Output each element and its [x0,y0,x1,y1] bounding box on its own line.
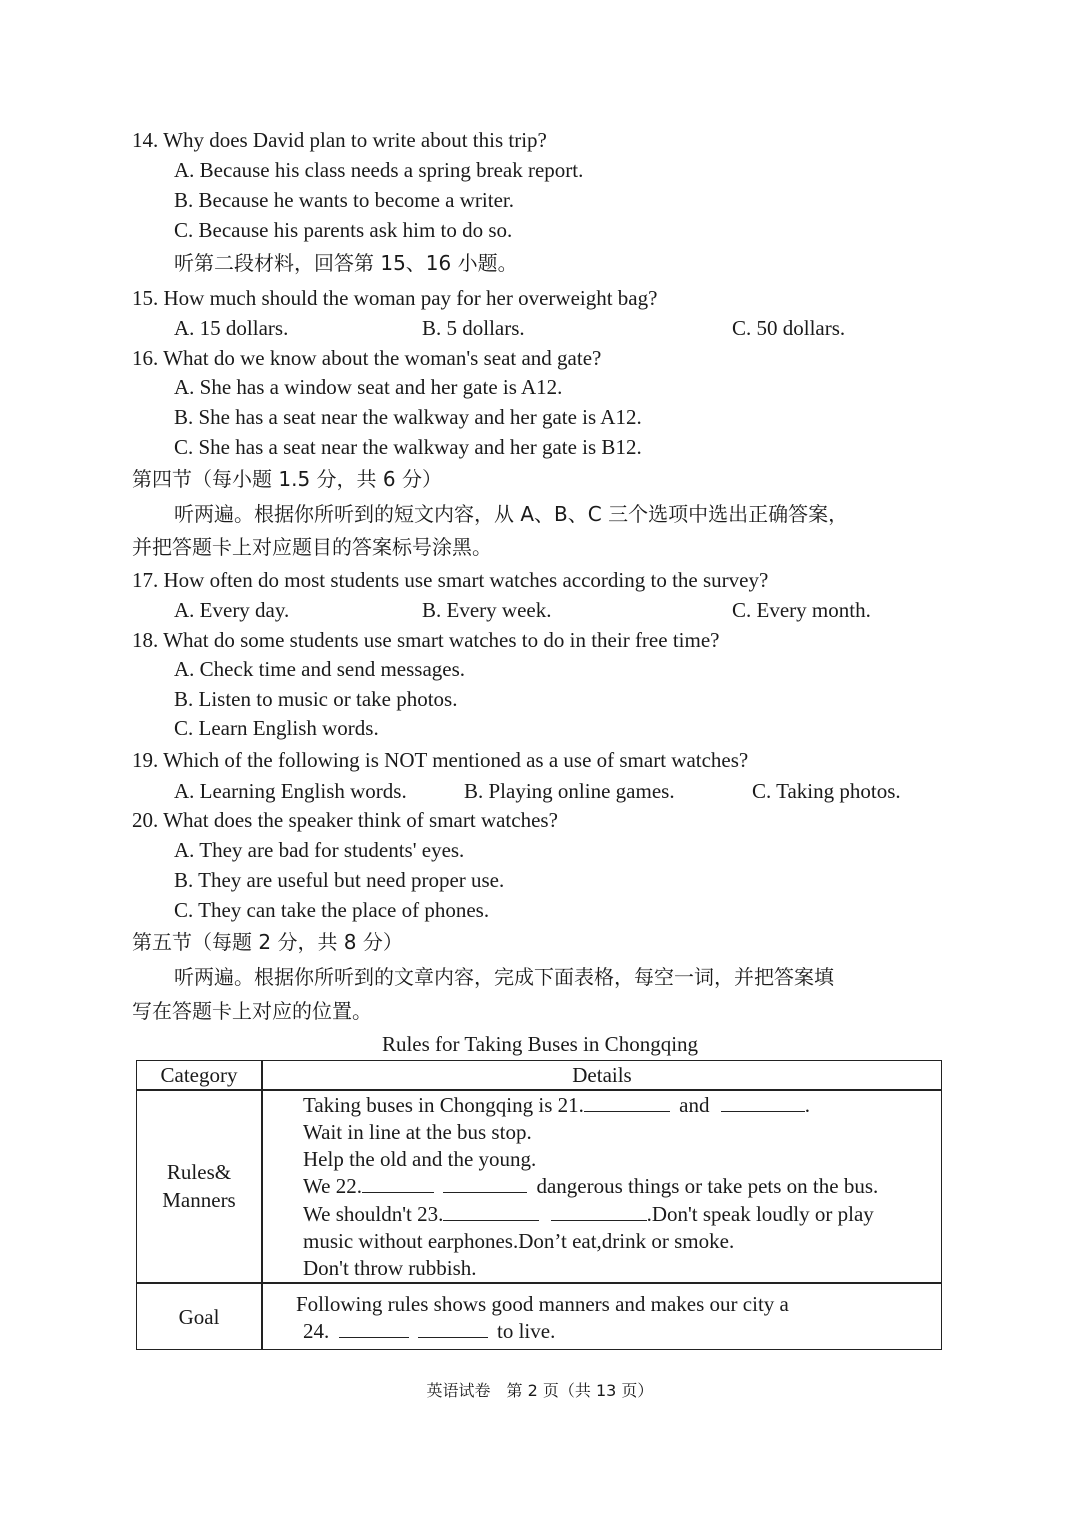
q20-stem: 20. What does the speaker think of smart watches? [132,808,558,832]
q18-option-b: B. Listen to music or take photos. [174,687,458,711]
q20-option-c: C. They can take the place of phones. [174,898,490,922]
q15-option-b: B. 5 dollars. [422,316,525,340]
q19-option-b: B. Playing online games. [464,779,675,803]
row1-detail-line5 [303,1201,874,1228]
q14-option-c: C. Because his parents ask him to do so. [174,218,513,242]
q17-stem: 17. How often do most students use smart watches according to the survey? [132,568,769,592]
section4-title: 第四节（每小题 1.5 分，共 6 分） [132,467,442,491]
blank-21b[interactable] [721,1093,805,1112]
row1-detail-line7: Don't throw rubbish. [303,1256,477,1280]
blank-24a[interactable] [339,1319,409,1338]
blank-22b[interactable] [443,1174,527,1193]
table-column-divider [261,1061,263,1349]
row1-line1-end: . [804,1093,810,1117]
q17-option-c: C. Every month. [732,598,871,622]
page-footer: 英语试卷 第 2 页（共 13 页） [426,1381,654,1400]
row1-detail-line3: Help the old and the young. [303,1147,537,1171]
row2-category: Goal [178,1305,220,1329]
row2-detail-line2 [303,1318,555,1345]
q17-options [174,597,934,623]
blank-23b[interactable] [551,1202,647,1221]
q19-option-a: A. Learning English words. [174,779,407,803]
section4-instruction-line1: 听两遍。根据你所听到的短文内容，从 A、B、C 三个选项中选出正确答案， [174,502,849,526]
section4-instruction-line2: 并把答题卡上对应题目的答案标号涂黑。 [132,535,492,559]
q20-option-b: B. They are useful but need proper use. [174,868,505,892]
rules-table [136,1060,942,1350]
q14-option-a: A. Because his class needs a spring break report. [174,158,584,182]
header-category: Category [160,1063,238,1087]
q16-option-a: A. She has a window seat and her gate is A12. [174,375,563,399]
q14-option-b: B. Because he wants to become a writer. [174,188,514,212]
row1-line1-text: Taking buses in Chongqing is 21. [303,1093,584,1117]
q18-option-a: A. Check time and send messages. [174,657,466,681]
q16-option-c: C. She has a seat near the walkway and her gate is B12. [174,435,642,459]
row1-detail-line2: Wait in line at the bus stop. [303,1120,532,1144]
row1-line5-rest: .Don't speak loudly or play [646,1202,874,1226]
q15-stem: 15. How much should the woman pay for her overweight bag? [132,286,658,310]
row1-line4-text: We 22. [303,1174,362,1198]
blank-23a[interactable] [443,1202,539,1221]
q15-options [174,315,934,341]
row1-line5-text: We shouldn't 23. [303,1202,444,1226]
row2-detail-line1: Following rules shows good manners and makes our city a [296,1292,789,1316]
q19-options [174,778,934,804]
table-title: Rules for Taking Buses in Chongqing [381,1032,699,1056]
row1-detail-line4 [303,1173,878,1200]
row2-line2-text: 24. [303,1319,330,1343]
table-header-divider [137,1089,941,1091]
q16-option-b: B. She has a seat near the walkway and her gate is A12. [174,405,642,429]
q20-option-a: A. They are bad for students' eyes. [174,838,465,862]
q19-stem: 19. Which of the following is NOT mentioned as a use of smart watches? [132,748,749,772]
row1-detail-line6: music without earphones.Don’t eat,drink or smoke. [303,1229,735,1253]
blank-22a[interactable] [362,1174,434,1193]
row2-line2-rest: to live. [497,1319,556,1343]
q18-option-c: C. Learn English words. [174,716,379,740]
row1-category-line1: Rules& [166,1160,232,1184]
q18-stem: 18. What do some students use smart watches to do in their free time? [132,628,720,652]
row1-line4-rest: dangerous things or take pets on the bus. [536,1174,879,1198]
section5-instruction-line2: 写在答题卡上对应的位置。 [132,999,372,1023]
q14-stem: 14. Why does David plan to write about this trip? [132,128,547,152]
blank-24b[interactable] [418,1319,488,1338]
row1-detail-line1 [303,1092,810,1119]
row1-line1-and: and [679,1093,710,1117]
header-details: Details [572,1063,632,1087]
q17-option-b: B. Every week. [422,598,552,622]
row1-category-line2: Manners [162,1188,236,1212]
section5-instruction-line1: 听两遍。根据你所听到的文章内容，完成下面表格，每空一词，并把答案填 [174,965,834,989]
table-row-divider [137,1282,941,1284]
blank-21a[interactable] [584,1093,670,1112]
q19-option-c: C. Taking photos. [752,779,901,803]
instruction-passage-2: 听第二段材料，回答第 15、16 小题。 [174,251,518,275]
q17-option-a: A. Every day. [174,598,290,622]
q15-option-a: A. 15 dollars. [174,316,289,340]
q16-stem: 16. What do we know about the woman's seat and gate? [132,346,602,370]
section5-title: 第五节（每题 2 分，共 8 分） [132,930,403,954]
q15-option-c: C. 50 dollars. [732,316,846,340]
